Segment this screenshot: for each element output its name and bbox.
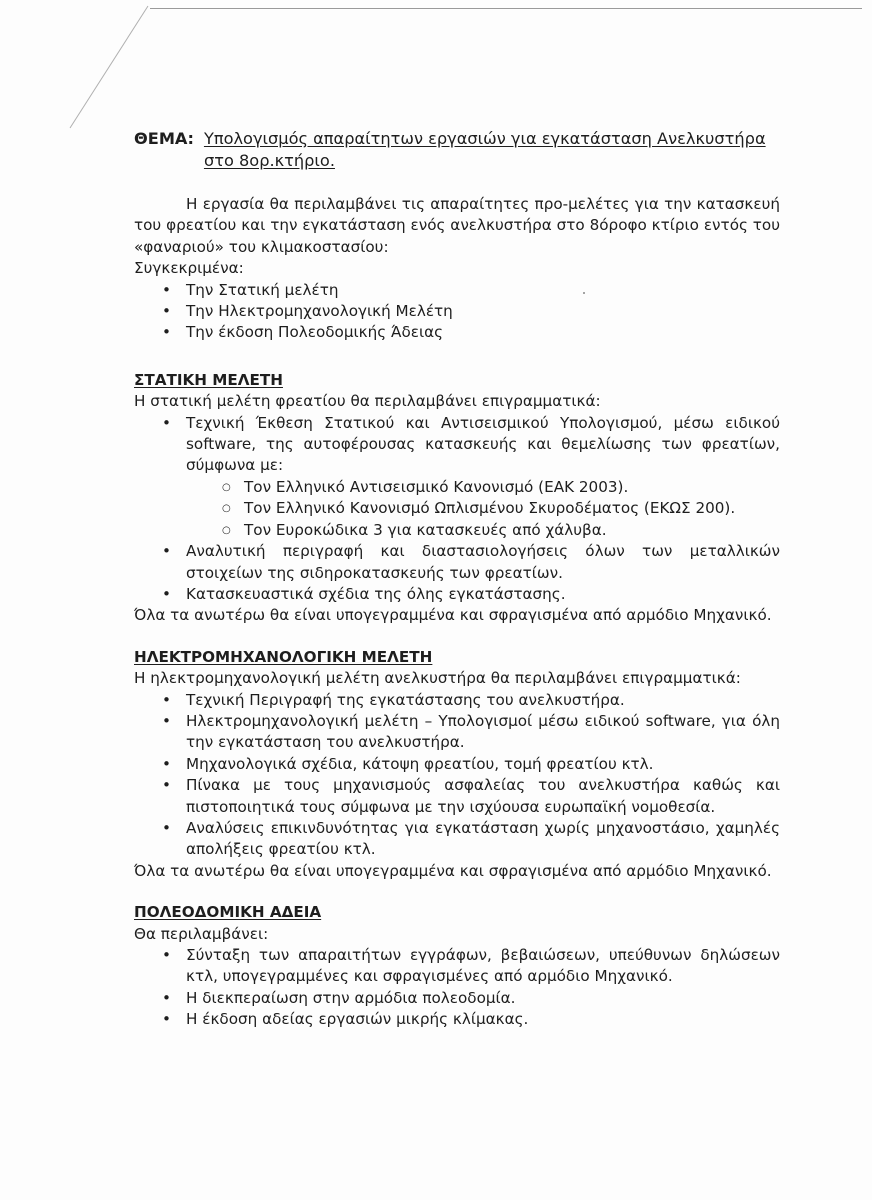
static-sublist: [186, 477, 780, 541]
permit-heading: ΠΟΛΕΟΔΟΜΙΚΗ ΑΔΕΙΑ: [134, 903, 322, 922]
sublist-item: ○ Τον Ελληνικό Κανονισμό Ωπλισμένου Σκυροδέματος (ΕΚΩΣ 200).: [244, 498, 780, 519]
list-item: • Την έκδοση Πολεοδομικής Άδειας: [186, 322, 780, 343]
static-lead: Η στατική μελέτη φρεατίου θα περιλαμβάνει επιγραμματικά:: [134, 392, 601, 411]
list-item: • Η διεκπεραίωση στην αρμόδια πολεοδομία.: [186, 988, 780, 1009]
list-item: • Αναλύσεις επικινδυνότητας για εγκατάσταση χωρίς μηχανοστάσιο, χαμηλές απολήξεις φρεατίου κτλ.: [186, 818, 780, 861]
scan-artifact-line: [0, 0, 160, 130]
list-item: • Ηλεκτρομηχανολογική μελέτη – Υπολογισμοί μέσω ειδικού software, για όλη την εγκατάσταση του ανελκυστήρα.: [186, 711, 780, 754]
list-item: • Κατασκευαστικά σχέδια της όλης εγκατάστασης.: [186, 584, 780, 605]
list-item: • Σύνταξη των απαραιτήτων εγγράφων, βεβαιώσεων, υπεύθυνων δηλώσεων κτλ, υπογεγραμμένες και σφραγισμένες από αρμόδιο Μηχανικό.: [186, 945, 780, 988]
document-body: [134, 128, 780, 1031]
sublist-item: ○ Τον Ευροκώδικα 3 για κατασκευές από χάλυβα.: [244, 520, 780, 541]
subject-line: [134, 128, 780, 172]
list-item: [186, 413, 780, 541]
subject-text: Υπολογισμός απαραίτητων εργασιών για εγκατάσταση Ανελκυστήρα στο 8ορ.κτήριο.: [203, 129, 766, 170]
permit-lead: Θα περιλαμβάνει:: [134, 924, 269, 943]
permit-list: [134, 945, 780, 1031]
list-item: • Αναλυτική περιγραφή και διαστασιολογήσεις όλων των μεταλλικών στοιχείων της σιδηροκατασκευής των φρεατίων.: [186, 541, 780, 584]
list-item: • Τεχνική Περιγραφή της εγκατάστασης του ανελκυστήρα.: [186, 690, 780, 711]
intro-lead: Συγκεκριμένα:: [134, 259, 244, 278]
intro-paragraph: Η εργασία θα περιλαμβάνει τις απαραίτητες προ-μελέτες για την κατασκευή του φρεατίου και την εγκατάσταση ενός ανελκυστήρα στο 8όροφο κτίριο εντός του «φαναριού» του κλιμακοστασίου:: [134, 195, 780, 256]
intro-list: [134, 280, 780, 344]
static-list: [134, 413, 780, 606]
list-item: • Μηχανολογικά σχέδια, κάτοψη φρεατίου, τομή φρεατίου κτλ.: [186, 754, 780, 775]
list-item: • Η έκδοση αδείας εργασιών μικρής κλίμακας.: [186, 1009, 780, 1030]
subject-label: ΘΕΜΑ:: [134, 129, 194, 148]
sublist-item: ○ Τον Ελληνικό Αντισεισμικό Κανονισμό (ΕΑΚ 2003).: [244, 477, 780, 498]
list-item: • Την Στατική μελέτη: [186, 280, 780, 301]
electro-lead: Η ηλεκτρομηχανολογική μελέτη ανελκυστήρα θα περιλαμβάνει επιγραμματικά:: [134, 669, 741, 688]
electro-heading: ΗΛΕΚΤΡΟΜΗΧΑΝΟΛΟΓΙΚΗ ΜΕΛΕΤΗ: [134, 647, 433, 666]
scan-edge-line: [150, 8, 862, 9]
list-item: • Πίνακα με τους μηχανισμούς ασφαλείας του ανελκυστήρα καθώς και πιστοποιητικά τους σύμφωνα με την ισχύουσα ευρωπαϊκή νομοθεσία.: [186, 775, 780, 818]
list-item-text: Τεχνική Έκθεση Στατικού και Αντισεισμικού Υπολογισμού, μέσω ειδικού software, της αυτοφέρουσας κατασκευής και θεμελίωσης των φρεατίων, σύμφωνα με:: [186, 413, 780, 475]
list-item: • Την Ηλεκτρομηχανολογική Μελέτη: [186, 301, 780, 322]
electro-list: [134, 690, 780, 861]
electro-closing: Όλα τα ανωτέρω θα είναι υπογεγραμμένα και σφραγισμένα από αρμόδιο Μηχανικό.: [134, 861, 772, 880]
static-heading: ΣΤΑΤΙΚΗ ΜΕΛΕΤΗ: [134, 370, 283, 389]
static-closing: Όλα τα ανωτέρω θα είναι υπογεγραμμένα και σφραγισμένα από αρμόδιο Μηχανικό.: [134, 606, 772, 625]
